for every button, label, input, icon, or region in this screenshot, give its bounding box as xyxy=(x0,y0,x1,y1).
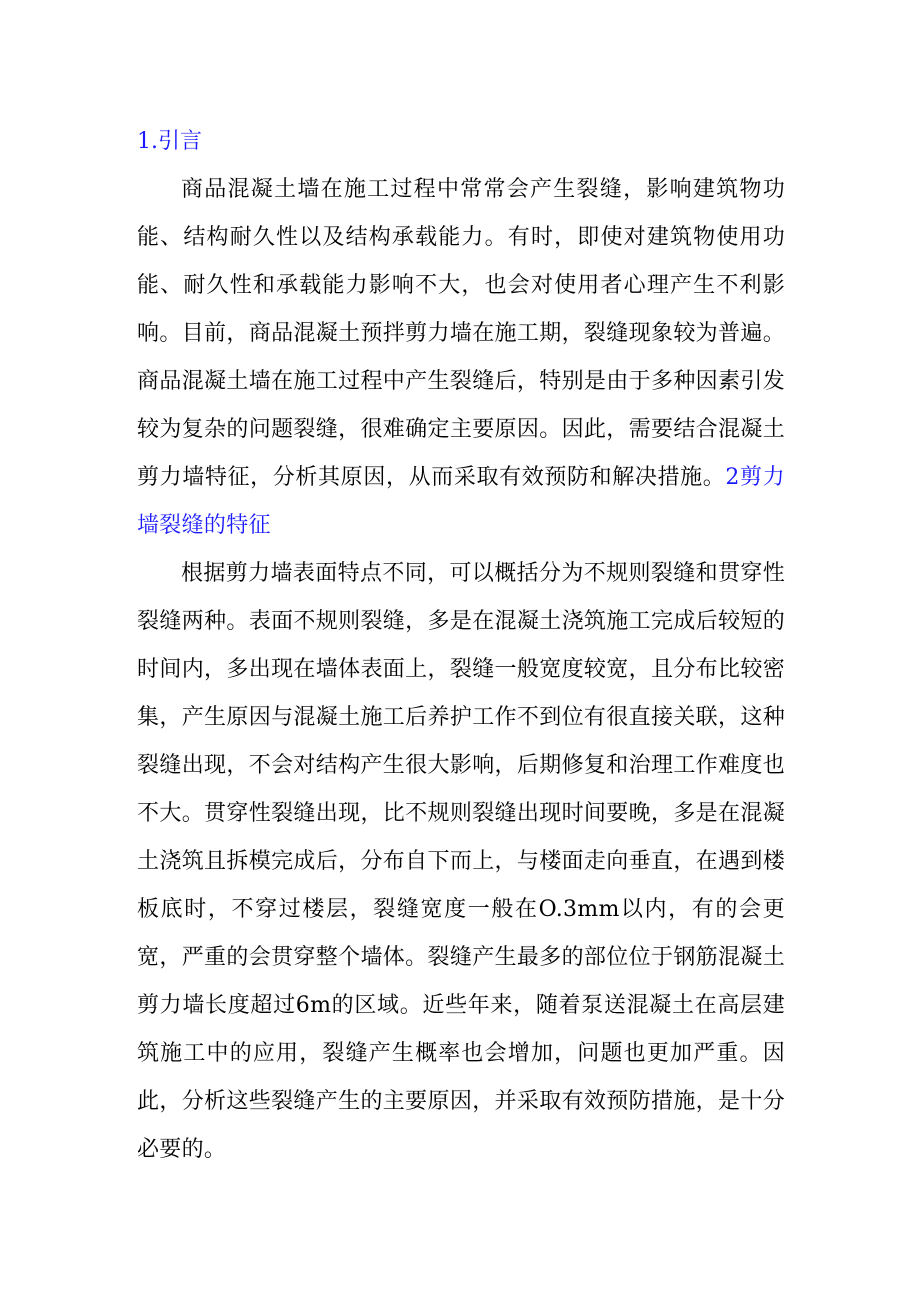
paragraph-crack-features: 根据剪力墙表面特点不同，可以概括分为不规则裂缝和贯穿性裂缝两种。表面不规则裂缝，多是在混凝土浇筑施工完成后较短的时间内，多出现在墙体表面上，裂缝一般宽度较宽，且分布比较密集，产生原因与混凝土施工后养护工作不到位有很直接关联，这种裂缝出现，不会对结构产生很大影响，后期修复和治理工作难度也不大。贯穿性裂缝出现，比不规则裂缝出现时间要晚，多是在混凝土浇筑且拆模完成后，分布自下而上，与楼面走向垂直，在遇到楼板底时，不穿过楼层，裂缝宽度一般在O.3mm以内，有的会更宽，严重的会贯穿整个墙体。裂缝产生最多的部位位于钢筋混凝土剪力墙长度超过6m的区域。近些年来，随着泵送混凝土在高层建筑施工中的应用，裂缝产生概率也会增加，问题也更加严重。因此，分析这些裂缝产生的主要原因，并采取有效预防措施，是十分必要的。 xyxy=(137,561,785,1162)
paragraph-introduction xyxy=(137,166,785,550)
section-heading-introduction: 1.引言 xyxy=(137,129,202,154)
section-heading-crack-features: 2剪力墙裂缝的特征 xyxy=(137,465,785,538)
paragraph-introduction-text: 商品混凝土墙在施工过程中常常会产生裂缝，影响建筑物功能、结构耐久性以及结构承载能力。有时，即使对建筑物使用功能、耐久性和承载能力影响不大，也会对使用者心理产生不利影响。目前，商品混凝土预拌剪力墙在施工期，裂缝现象较为普遍。商品混凝土墙在施工过程中产生裂缝后，特别是由于多种因素引发较为复杂的问题裂缝，很难确定主要原因。因此，需要结合混凝土剪力墙特征，分析其原因，从而采取有效预防和解决措施。 xyxy=(137,177,785,490)
document-content xyxy=(137,118,785,1174)
